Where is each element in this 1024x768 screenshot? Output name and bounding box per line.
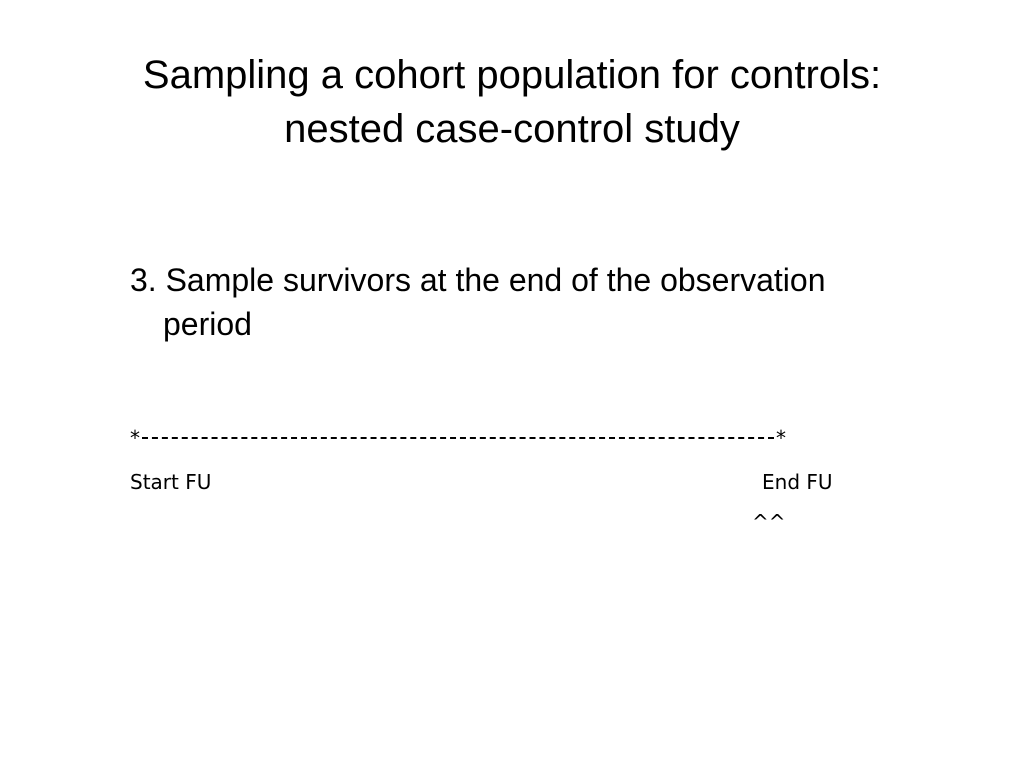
sampling-point-marker: ^^	[752, 510, 786, 534]
start-fu-label: Start FU	[130, 470, 212, 494]
follow-up-timeline	[130, 426, 786, 450]
timeline-labels	[130, 470, 850, 566]
timeline-start-marker: *	[130, 426, 140, 450]
timeline-dashed-line	[142, 437, 774, 439]
body-point: 3. Sample survivors at the end of the observation period	[130, 262, 826, 342]
slide-title	[40, 48, 984, 156]
end-fu-label: End FU	[762, 470, 833, 494]
slide-title-line-1: Sampling a cohort population for controls:	[142, 53, 882, 97]
timeline-end-marker: *	[776, 426, 786, 450]
slide-title-line-2: nested case-control study	[284, 107, 740, 151]
